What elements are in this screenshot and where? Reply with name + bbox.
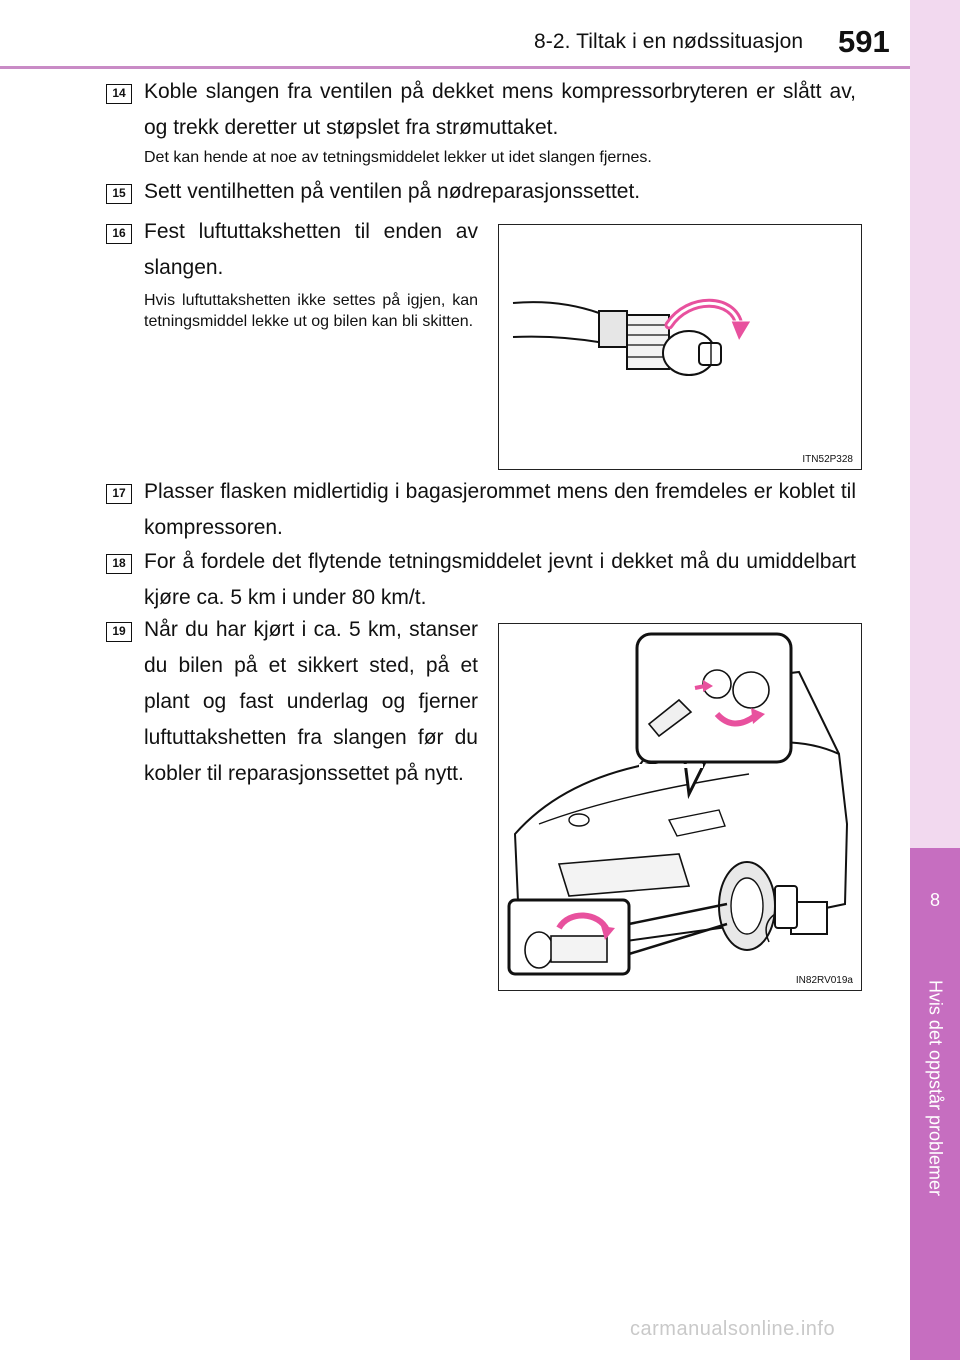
section-title: 8-2. Tiltak i en nødssituasjon <box>534 30 804 53</box>
step-16-text: Fest luftuttakshetten til enden av slangen. <box>144 220 478 279</box>
step-17-text: Plasser flasken midlertidig i bagasjerommet mens den fremdeles er koblet til kompressoren. <box>144 480 856 539</box>
step-14-note: Det kan hende at noe av tetningsmiddelet lekker ut idet slangen fjernes. <box>144 149 652 166</box>
step-badge-19: 19 <box>106 622 132 642</box>
step-badge-15: 15 <box>106 184 132 204</box>
step-19-text: Når du har kjørt i ca. 5 km, stanser du bilen på et sikkert sted, på et plant og fast underlag og fjerner luftuttakshetten fra slangen før du kobler til reparasjonssettet på nytt. <box>144 618 478 785</box>
step-badge-18: 18 <box>106 554 132 574</box>
step-badge-16: 16 <box>106 224 132 244</box>
chapter-number: 8 <box>929 890 940 910</box>
step-14-text: Koble slangen fra ventilen på dekket mens kompressorbryteren er slått av, og trekk deretter ut støpslet fra strømuttaket. <box>144 80 856 139</box>
figure-code: ITN52P328 <box>802 454 853 465</box>
car-illustration <box>499 624 862 991</box>
step-16-note: Hvis luftuttakshetten ikke settes på igjen, kan tetningsmiddel lekke ut og bilen kan bli skitten. <box>144 292 478 330</box>
step-badge-14: 14 <box>106 84 132 104</box>
figure-car-repair-kit <box>498 623 862 991</box>
header-divider <box>0 66 910 69</box>
watermark: carmanualsonline.info <box>630 1318 836 1340</box>
figure-code: IN82RV019a <box>795 975 853 986</box>
page-number: 591 <box>838 24 890 59</box>
hose-cap-illustration <box>499 225 862 470</box>
figure-air-outlet-cap <box>498 224 862 470</box>
step-badge-17: 17 <box>106 484 132 504</box>
chapter-title: Hvis det oppstår problemer <box>925 979 946 1197</box>
step-18-text: For å fordele det flytende tetningsmiddelet jevnt i dekket må du umiddelbart kjøre ca. 5 km i under 80 km/t. <box>144 550 856 609</box>
step-15-text: Sett ventilhetten på ventilen på nødreparasjonssettet. <box>144 180 641 203</box>
